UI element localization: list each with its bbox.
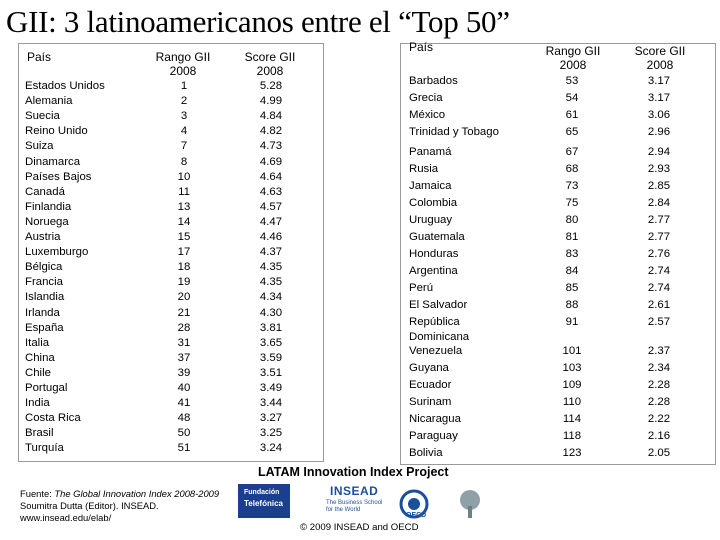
table-row-rank: 8 bbox=[180, 155, 188, 168]
source-editor: Soumitra Dutta (Editor). INSEAD. bbox=[20, 500, 159, 511]
table-row-country: Austria bbox=[25, 231, 61, 243]
table-row-score: 4.30 bbox=[259, 306, 283, 319]
table-row-country: India bbox=[25, 397, 50, 410]
table-row-country: Alemania bbox=[25, 95, 73, 108]
table-row-country: Chile bbox=[25, 366, 51, 379]
table-row-country: Dinamarca bbox=[25, 155, 81, 168]
table-row-country: Nicaragua bbox=[409, 413, 461, 425]
table-row-score: 2.61 bbox=[647, 299, 671, 311]
telefonica-logo-line1: Fundación bbox=[244, 489, 280, 496]
table-row-rank: 41 bbox=[177, 397, 191, 410]
oecd-logo bbox=[396, 484, 444, 524]
table-row-country: Barbados bbox=[409, 75, 458, 87]
table-row-rank: 101 bbox=[562, 345, 582, 357]
table-row-country: Brasil bbox=[25, 427, 54, 440]
table-row-score: 3.27 bbox=[259, 412, 283, 425]
table-row-rank: 15 bbox=[177, 231, 191, 243]
table-row-score: 2.22 bbox=[647, 413, 671, 425]
insead-logo-tagline1: The Business School bbox=[326, 500, 383, 506]
page-title: GII: 3 latinoamericanos entre el “Top 50” bbox=[6, 4, 510, 39]
table-row-rank: 13 bbox=[177, 200, 191, 213]
table-row-country: Islandia bbox=[25, 291, 65, 304]
table-row-score: 2.84 bbox=[647, 197, 671, 209]
table-row-country: Honduras bbox=[409, 248, 459, 260]
table-row-rank: 39 bbox=[177, 366, 191, 379]
table-row-rank: 109 bbox=[562, 379, 582, 391]
tree-logo bbox=[450, 486, 490, 522]
source-prefix: Fuente: bbox=[20, 488, 55, 499]
table-row-rank: 81 bbox=[565, 231, 579, 243]
table-row-country: España bbox=[25, 321, 64, 334]
table-row-score: 4.57 bbox=[259, 200, 283, 213]
table-row-country: Noruega bbox=[25, 215, 69, 228]
table-row-country: Turquía bbox=[25, 442, 64, 455]
table-row-country: República Dominicana bbox=[409, 316, 470, 343]
table-row-score: 2.96 bbox=[647, 126, 671, 138]
table-row-country: Panamá bbox=[409, 146, 452, 158]
table-row-country: Italia bbox=[25, 336, 50, 349]
table-row-country: Colombia bbox=[409, 197, 458, 209]
source-url: www.insead.edu/elab/ bbox=[20, 512, 112, 523]
left-header-rank: Rango GII 2008 bbox=[155, 50, 211, 78]
table-row-rank: 50 bbox=[177, 427, 191, 440]
table-row-rank: 83 bbox=[565, 248, 579, 260]
table-row-rank: 84 bbox=[565, 265, 579, 277]
table-row-rank: 88 bbox=[565, 299, 579, 311]
table-row-score: 4.69 bbox=[259, 155, 283, 168]
table-row-country: Francia bbox=[25, 276, 63, 289]
table-row-rank: 51 bbox=[177, 442, 191, 455]
table-row-score: 2.57 bbox=[647, 316, 671, 328]
table-row-rank: 103 bbox=[562, 362, 582, 374]
table-row-country: Finlandia bbox=[25, 200, 72, 213]
table-row-score: 3.17 bbox=[647, 75, 671, 87]
table-row-rank: 110 bbox=[562, 396, 582, 408]
table-row-country: Uruguay bbox=[409, 214, 453, 226]
table-row-rank: 28 bbox=[177, 321, 191, 334]
table-row-country: Ecuador bbox=[409, 379, 452, 391]
table-row-country: Surinam bbox=[409, 396, 452, 408]
table-row-score: 2.34 bbox=[647, 362, 671, 374]
table-row-score: 4.35 bbox=[259, 261, 283, 274]
table-row-score: 4.73 bbox=[259, 140, 283, 153]
table-row-country: Argentina bbox=[409, 265, 458, 277]
table-row-country: China bbox=[25, 351, 55, 364]
left-header-score: Score GII 2008 bbox=[244, 50, 296, 78]
table-row-score: 4.37 bbox=[259, 246, 283, 259]
table-row-score: 2.85 bbox=[647, 180, 671, 192]
table-row-rank: 68 bbox=[565, 163, 579, 175]
table-row-score: 4.46 bbox=[259, 231, 283, 243]
table-row-score: 2.94 bbox=[647, 146, 671, 158]
table-row-rank: 3 bbox=[180, 110, 188, 123]
telefonica-logo-line2: Telefónica bbox=[244, 499, 283, 508]
table-row-rank: 61 bbox=[565, 109, 579, 121]
table-row-rank: 10 bbox=[177, 170, 191, 183]
table-row-score: 3.44 bbox=[259, 397, 283, 410]
table-row-country: Irlanda bbox=[25, 306, 60, 319]
project-title: LATAM Innovation Index Project bbox=[258, 465, 449, 479]
table-row-score: 3.25 bbox=[259, 427, 283, 440]
table-row-score: 3.17 bbox=[647, 92, 671, 104]
table-row-score: 4.35 bbox=[259, 276, 283, 289]
table-row-rank: 19 bbox=[177, 276, 191, 289]
table-row-rank: 2 bbox=[180, 95, 188, 108]
table-row-score: 4.99 bbox=[259, 95, 283, 108]
table-row-country: Jamaica bbox=[409, 180, 452, 192]
table-row-score: 4.34 bbox=[259, 291, 283, 304]
table-row-score: 2.77 bbox=[647, 214, 671, 226]
source-note bbox=[20, 488, 219, 524]
table-row-score: 3.81 bbox=[259, 321, 283, 334]
table-row-rank: 11 bbox=[178, 185, 190, 198]
table-row-country: Países Bajos bbox=[25, 170, 92, 183]
table-row-country: Grecia bbox=[409, 92, 443, 104]
table-row-rank: 40 bbox=[177, 382, 191, 394]
table-row-score: 2.74 bbox=[647, 265, 671, 277]
table-row-rank: 114 bbox=[562, 413, 582, 425]
table-row-score: 3.49 bbox=[259, 382, 283, 394]
table-row-country: Reino Unido bbox=[25, 125, 88, 138]
table-row-rank: 48 bbox=[177, 412, 191, 425]
table-row-country: Paraguay bbox=[409, 430, 458, 442]
table-row-score: 2.77 bbox=[647, 231, 671, 243]
table-row-rank: 1 bbox=[180, 80, 188, 92]
insead-logo bbox=[326, 484, 392, 518]
table-row-rank: 14 bbox=[177, 215, 191, 228]
table-row-rank: 123 bbox=[562, 447, 582, 459]
table-row-country: Guyana bbox=[409, 362, 449, 374]
table-row-rank: 20 bbox=[177, 291, 191, 304]
table-row-score: 2.93 bbox=[647, 163, 671, 175]
table-row-score: 3.51 bbox=[259, 366, 283, 379]
table-row-rank: 53 bbox=[565, 75, 579, 87]
table-row-score: 2.28 bbox=[647, 379, 671, 391]
table-row-country: Guatemala bbox=[409, 231, 465, 243]
right-header-country: País bbox=[409, 40, 434, 54]
table-row-score: 3.65 bbox=[259, 336, 283, 349]
table-row-score: 4.82 bbox=[259, 125, 283, 138]
table-row-country: Venezuela bbox=[409, 345, 463, 357]
right-table bbox=[400, 40, 716, 465]
table-row-rank: 67 bbox=[565, 146, 579, 158]
right-header-rank: Rango GII 2008 bbox=[545, 44, 601, 72]
table-row-rank: 4 bbox=[180, 125, 188, 138]
table-row-country: Bolivia bbox=[409, 447, 443, 459]
table-row-country: México bbox=[409, 109, 446, 121]
table-row-rank: 91 bbox=[565, 316, 579, 328]
left-table bbox=[18, 43, 324, 462]
source-publication: The Global Innovation Index 2008-2009 bbox=[54, 488, 220, 499]
table-row-score: 4.84 bbox=[259, 110, 283, 123]
table-row-rank: 31 bbox=[177, 336, 191, 349]
table-row-score: 3.24 bbox=[259, 442, 283, 455]
table-row-country: Luxemburgo bbox=[25, 246, 89, 259]
table-row-rank: 118 bbox=[562, 430, 582, 442]
table-row-country: El Salvador bbox=[409, 299, 468, 311]
table-row-country: Canadá bbox=[25, 185, 65, 198]
table-row-score: 4.63 bbox=[259, 185, 283, 198]
insead-logo-name: INSEAD bbox=[330, 484, 379, 498]
table-row-score: 2.16 bbox=[647, 430, 671, 442]
oecd-logo-name: OECD bbox=[406, 512, 427, 519]
table-row-rank: 17 bbox=[177, 246, 191, 259]
table-row-country: Rusia bbox=[409, 163, 439, 175]
left-header-country: País bbox=[27, 50, 52, 64]
table-row-country: Suecia bbox=[25, 110, 60, 123]
table-row-rank: 85 bbox=[565, 282, 579, 294]
right-header-score: Score GII 2008 bbox=[634, 44, 686, 72]
table-row-score: 2.76 bbox=[647, 248, 671, 260]
table-row-score: 2.05 bbox=[647, 447, 671, 459]
table-row-rank: 54 bbox=[565, 92, 579, 104]
table-row-country: Suiza bbox=[25, 140, 54, 153]
copyright: © 2009 INSEAD and OECD bbox=[300, 522, 419, 533]
table-row-rank: 65 bbox=[565, 126, 579, 138]
table-row-score: 2.74 bbox=[647, 282, 671, 294]
table-row-score: 2.37 bbox=[647, 345, 671, 357]
table-row-country: Portugal bbox=[25, 382, 68, 394]
table-row-country: Trinidad y Tobago bbox=[409, 126, 499, 138]
table-row-score: 4.47 bbox=[259, 215, 283, 228]
table-row-score: 3.06 bbox=[647, 109, 671, 121]
insead-logo-tagline2: for the World bbox=[326, 507, 361, 513]
table-row-score: 5.28 bbox=[259, 80, 283, 92]
table-row-country: Bélgica bbox=[25, 261, 63, 274]
table-row-score: 3.59 bbox=[259, 351, 283, 364]
table-row-score: 2.28 bbox=[647, 396, 671, 408]
table-row-rank: 21 bbox=[177, 306, 191, 319]
table-row-rank: 7 bbox=[180, 140, 188, 153]
telefonica-logo bbox=[238, 484, 290, 518]
table-row-rank: 37 bbox=[177, 351, 191, 364]
table-row-rank: 18 bbox=[177, 261, 191, 274]
table-row-score: 4.64 bbox=[259, 170, 283, 183]
table-row-rank: 73 bbox=[565, 180, 579, 192]
tree-icon bbox=[450, 486, 490, 522]
table-row-rank: 80 bbox=[565, 214, 579, 226]
table-row-country: Perú bbox=[409, 282, 434, 294]
table-row-rank: 75 bbox=[565, 197, 579, 209]
table-row-country: Costa Rica bbox=[25, 412, 81, 425]
table-row-country: Estados Unidos bbox=[25, 80, 105, 92]
